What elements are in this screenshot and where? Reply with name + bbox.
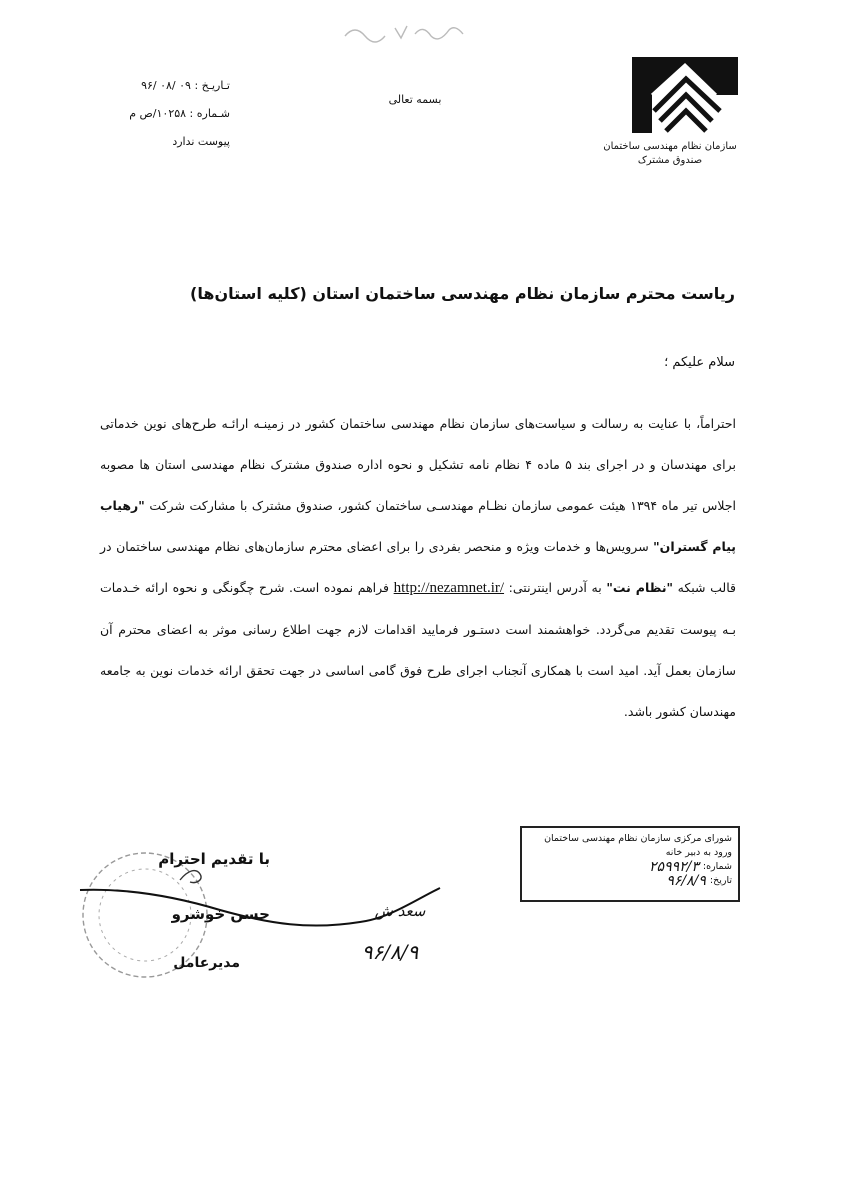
faint-scribble	[340, 18, 480, 44]
stamp-organization: شورای مرکزی سازمان نظام مهندسی ساختمان	[544, 833, 732, 844]
stamp-date-value: ۹۶/۸/۹	[666, 873, 706, 889]
body-part-2: سرویس‌ها و خدمات ویژه و منحصر بفردی را برای اعضای محترم سازمان‌های نظام مهندسی ساختمان در قالب شبکه	[100, 539, 736, 595]
letter-body	[100, 403, 736, 732]
attachment-status: پیوست ندارد	[172, 135, 230, 148]
logo-caption-org: سازمان نظام مهندسی ساختمان	[603, 141, 737, 152]
network-name: "نظام نت"	[606, 580, 674, 595]
company-name: "رهیاب پیام گستران"	[100, 498, 736, 554]
body-part-3: به آدرس اینترنتی:	[504, 580, 607, 595]
handwritten-signature-note: سعد ش	[374, 902, 426, 920]
registration-stamp	[520, 826, 740, 902]
letter-meta	[100, 72, 230, 156]
stamp-date-label: تاریخ:	[709, 875, 732, 886]
body-part-4: فراهم نموده است. شرح چگونگی و نحوه ارائه خـدمات بـه پیوست تقدیم می‌گردد. خواهشمند است دستـور فرمایید اقدامات لازم جهت اطلاع رسانی موثر به اعضای محترم آن سازمان بعمل آید. امید است با همکاری آنجناب اجرای طرح فوق گامی اساسی در جهت تحقق ارائه خدمات نوین به جامعه مهندسان کشور باشد.	[100, 580, 736, 719]
basmala: بسمه تعالی	[388, 93, 442, 106]
stamp-number-value: ۲۵۹۹۲/۳	[649, 859, 699, 875]
closing-line: با تقدیم احترام	[158, 850, 270, 868]
greeting: سلام علیکم ؛	[664, 355, 735, 370]
signer-name: حسن خوشرو	[171, 905, 270, 923]
body-part-1: احتراماً، با عنایت به رسالت و سیاست‌های سازمان نظام مهندسی ساختمان کشور در زمینـه ارائـه طرح‌های نوین خدماتی برای مهندسان و در اجرای بند ۵ ماده ۴ نظام نامه تشکیل و نحوه اداره صندوق مشترک نظام مهندسی استان ها مصوبه اجلاس تیر ماه ۱۳۹۴ هیئت عمومی سازمان نظـام مهندسـی ساختمان کشور، صندوق مشترک با مشارکت شرکت	[100, 416, 736, 513]
stamp-number-row	[528, 860, 732, 874]
stamp-received: ورود به دبیر خانه	[665, 847, 732, 858]
logo-caption	[600, 140, 740, 168]
organization-logo	[630, 55, 740, 135]
logo-caption-fund: صندوق مشترک	[637, 155, 703, 166]
stamp-date-row	[528, 874, 732, 888]
handwritten-date: ۹۶/۸/۹	[361, 940, 419, 964]
website-link[interactable]: http://nezamnet.ir/	[393, 580, 505, 596]
signer-title: مدیرعامل	[173, 955, 240, 971]
recipient-heading: ریاست محترم سازمان نظام مهندسی ساختمان استان (کلیه استان‌ها)	[190, 284, 735, 303]
letter-number: شـماره : ۱۰۲۵۸/ص م	[129, 107, 230, 120]
letter-date: تـاریـخ : ۰۹ /۰۸ /۹۶	[141, 79, 230, 92]
stamp-number-label: شماره:	[702, 861, 732, 872]
